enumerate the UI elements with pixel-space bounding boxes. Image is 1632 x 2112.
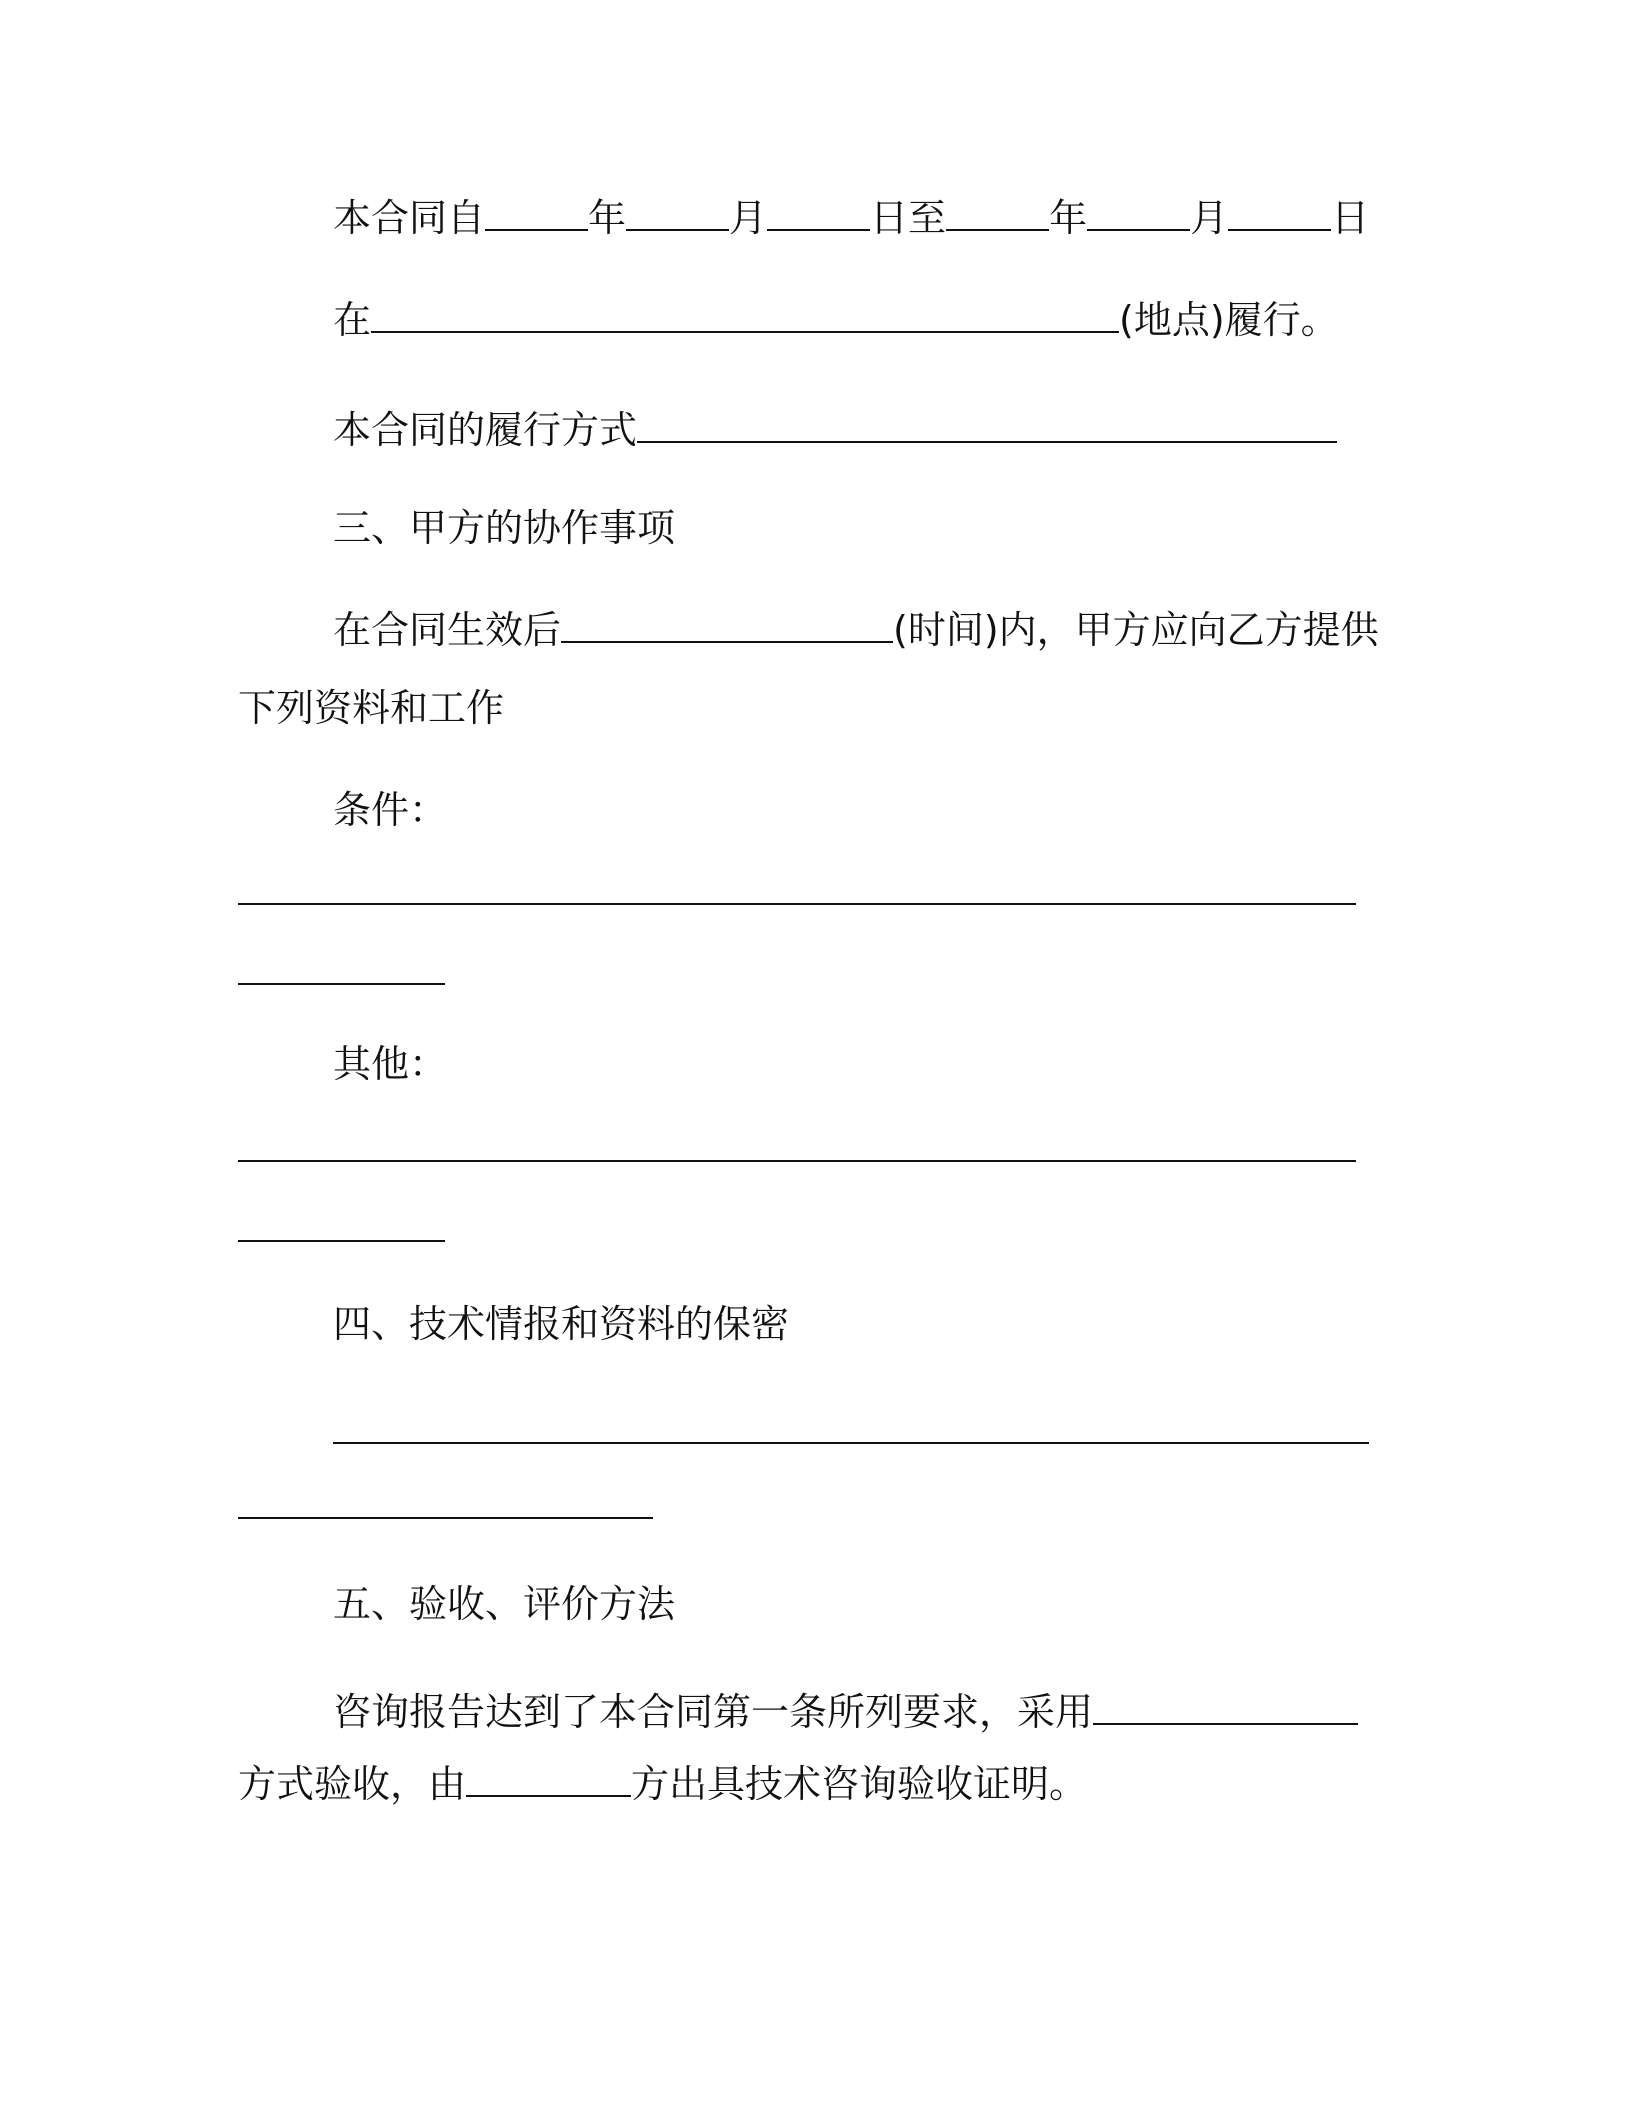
cooperation-line xyxy=(333,606,1379,654)
text: 年 xyxy=(588,196,627,240)
text: (时间)内，甲方应向乙方提供 xyxy=(893,608,1379,652)
end-day-blank[interactable] xyxy=(1228,195,1331,231)
section-3-heading: 三、甲方的协作事项 xyxy=(333,506,676,550)
location-line xyxy=(333,296,1339,344)
text: 在 xyxy=(333,298,372,342)
text: 月 xyxy=(729,196,768,240)
text: (地点)履行。 xyxy=(1119,298,1339,342)
other-label: 其他： xyxy=(333,1042,448,1086)
confidentiality-blank-line-2[interactable] xyxy=(238,1517,653,1519)
other-blank-line-2[interactable] xyxy=(238,1240,445,1242)
conditions-label: 条件： xyxy=(333,788,448,832)
text: 方出具技术咨询验收证明。 xyxy=(631,1762,1088,1806)
other-blank-line-1[interactable] xyxy=(238,1160,1356,1162)
start-day-blank[interactable] xyxy=(767,195,870,231)
performance-method-line xyxy=(333,406,1337,454)
conditions-blank-line-1[interactable] xyxy=(238,903,1356,905)
acceptance-line-cont xyxy=(238,1760,1087,1808)
acceptance-method-blank[interactable] xyxy=(1093,1689,1358,1725)
text: 年 xyxy=(1049,196,1088,240)
text: 日至 xyxy=(870,196,947,240)
contract-period-line xyxy=(333,194,1369,242)
location-blank[interactable] xyxy=(371,297,1119,333)
section-5-heading: 五、验收、评价方法 xyxy=(333,1582,676,1626)
time-blank[interactable] xyxy=(561,607,893,643)
text: 在合同生效后 xyxy=(333,608,562,652)
end-month-blank[interactable] xyxy=(1087,195,1190,231)
text: 咨询报告达到了本合同第一条所列要求，采用 xyxy=(333,1690,1094,1734)
start-year-blank[interactable] xyxy=(485,195,588,231)
confidentiality-blank-line-1[interactable] xyxy=(333,1442,1369,1444)
cooperation-line-cont: 下列资料和工作 xyxy=(238,686,505,730)
certifying-party-blank[interactable] xyxy=(466,1761,631,1797)
section-4-heading: 四、技术情报和资料的保密 xyxy=(333,1302,790,1346)
performance-method-blank[interactable] xyxy=(637,407,1337,443)
start-month-blank[interactable] xyxy=(626,195,729,231)
text: 月 xyxy=(1190,196,1229,240)
text: 日 xyxy=(1331,196,1370,240)
text: 本合同的履行方式 xyxy=(333,408,638,452)
acceptance-line xyxy=(333,1688,1358,1736)
end-year-blank[interactable] xyxy=(946,195,1049,231)
text: 本合同自 xyxy=(333,196,486,240)
text: 方式验收，由 xyxy=(238,1762,467,1806)
conditions-blank-line-2[interactable] xyxy=(238,983,445,985)
